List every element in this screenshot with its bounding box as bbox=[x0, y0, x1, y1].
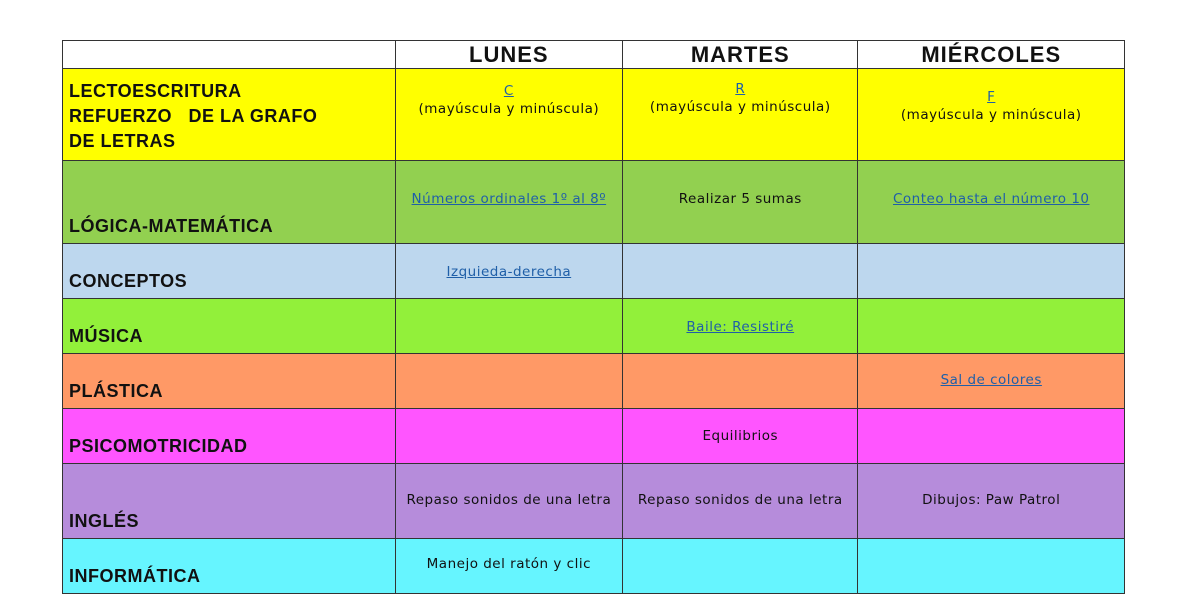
activity-text: Realizar 5 sumas bbox=[678, 191, 802, 207]
row-musica bbox=[63, 299, 1125, 354]
cell-ingles-lunes bbox=[395, 464, 622, 539]
cell-musica-martes bbox=[623, 299, 858, 354]
activity-link[interactable]: Sal de colores bbox=[940, 372, 1042, 388]
row-informatica bbox=[63, 539, 1125, 594]
day-header-martes: MARTES bbox=[623, 41, 858, 69]
subject-conceptos: CONCEPTOS bbox=[63, 244, 396, 299]
row-conceptos bbox=[63, 244, 1125, 299]
subject-line: DE LETRAS bbox=[69, 131, 176, 151]
cell-lectoescritura-martes bbox=[623, 69, 858, 161]
activity-text: Repaso sonidos de una letra bbox=[406, 492, 612, 508]
activity-text: Manejo del ratón y clic bbox=[426, 556, 592, 572]
cell-plastica-lunes bbox=[395, 354, 622, 409]
cell-text: (mayúscula y minúscula) bbox=[418, 101, 600, 117]
subject-plastica: PLÁSTICA bbox=[63, 354, 396, 409]
row-lectoescritura bbox=[63, 69, 1125, 161]
cell-musica-lunes bbox=[395, 299, 622, 354]
cell-logica-miercoles bbox=[858, 161, 1125, 244]
cell-lectoescritura-miercoles bbox=[858, 69, 1125, 161]
activity-link[interactable]: Conteo hasta el número 10 bbox=[892, 191, 1090, 207]
cell-logica-martes bbox=[623, 161, 858, 244]
activity-text: Equilibrios bbox=[702, 428, 779, 444]
cell-info-martes bbox=[623, 539, 858, 594]
cell-ingles-martes bbox=[623, 464, 858, 539]
cell-psico-miercoles bbox=[858, 409, 1125, 464]
row-psicomotricidad bbox=[63, 409, 1125, 464]
cell-lectoescritura-lunes bbox=[395, 69, 622, 161]
subject-musica: MÚSICA bbox=[63, 299, 396, 354]
subject-line: REFUERZO DE LA GRAFO bbox=[69, 106, 318, 126]
cell-psico-martes bbox=[623, 409, 858, 464]
cell-text: (mayúscula y minúscula) bbox=[900, 107, 1082, 123]
cell-info-miercoles bbox=[858, 539, 1125, 594]
letter-link-f[interactable]: F bbox=[987, 89, 996, 105]
row-plastica bbox=[63, 354, 1125, 409]
corner-cell bbox=[63, 41, 396, 69]
subject-line: LECTOESCRITURA bbox=[69, 81, 242, 101]
subject-psicomotricidad: PSICOMOTRICIDAD bbox=[63, 409, 396, 464]
activity-link[interactable]: Izquieda-derecha bbox=[446, 264, 572, 280]
day-header-lunes: LUNES bbox=[395, 41, 622, 69]
weekly-schedule-table bbox=[62, 40, 1125, 594]
day-header-miercoles: MIÉRCOLES bbox=[858, 41, 1125, 69]
subject-lectoescritura bbox=[63, 69, 396, 161]
row-ingles bbox=[63, 464, 1125, 539]
cell-text: (mayúscula y minúscula) bbox=[649, 99, 831, 115]
activity-link[interactable]: Baile: Resistiré bbox=[686, 319, 795, 335]
cell-conceptos-martes bbox=[623, 244, 858, 299]
activity-text: Repaso sonidos de una letra bbox=[637, 492, 843, 508]
cell-musica-miercoles bbox=[858, 299, 1125, 354]
activity-link[interactable]: Números ordinales 1º al 8º bbox=[411, 191, 607, 207]
cell-logica-lunes bbox=[395, 161, 622, 244]
cell-ingles-miercoles bbox=[858, 464, 1125, 539]
cell-plastica-martes bbox=[623, 354, 858, 409]
letter-link-c[interactable]: C bbox=[503, 83, 514, 99]
header-row bbox=[63, 41, 1125, 69]
cell-psico-lunes bbox=[395, 409, 622, 464]
cell-conceptos-miercoles bbox=[858, 244, 1125, 299]
row-logica-matematica bbox=[63, 161, 1125, 244]
letter-link-r[interactable]: R bbox=[735, 81, 746, 97]
subject-ingles: INGLÉS bbox=[63, 464, 396, 539]
cell-conceptos-lunes bbox=[395, 244, 622, 299]
cell-plastica-miercoles bbox=[858, 354, 1125, 409]
subject-logica-matematica: LÓGICA-MATEMÁTICA bbox=[63, 161, 396, 244]
activity-text: Dibujos: Paw Patrol bbox=[922, 492, 1061, 508]
cell-info-lunes bbox=[395, 539, 622, 594]
subject-informatica: INFORMÁTICA bbox=[63, 539, 396, 594]
